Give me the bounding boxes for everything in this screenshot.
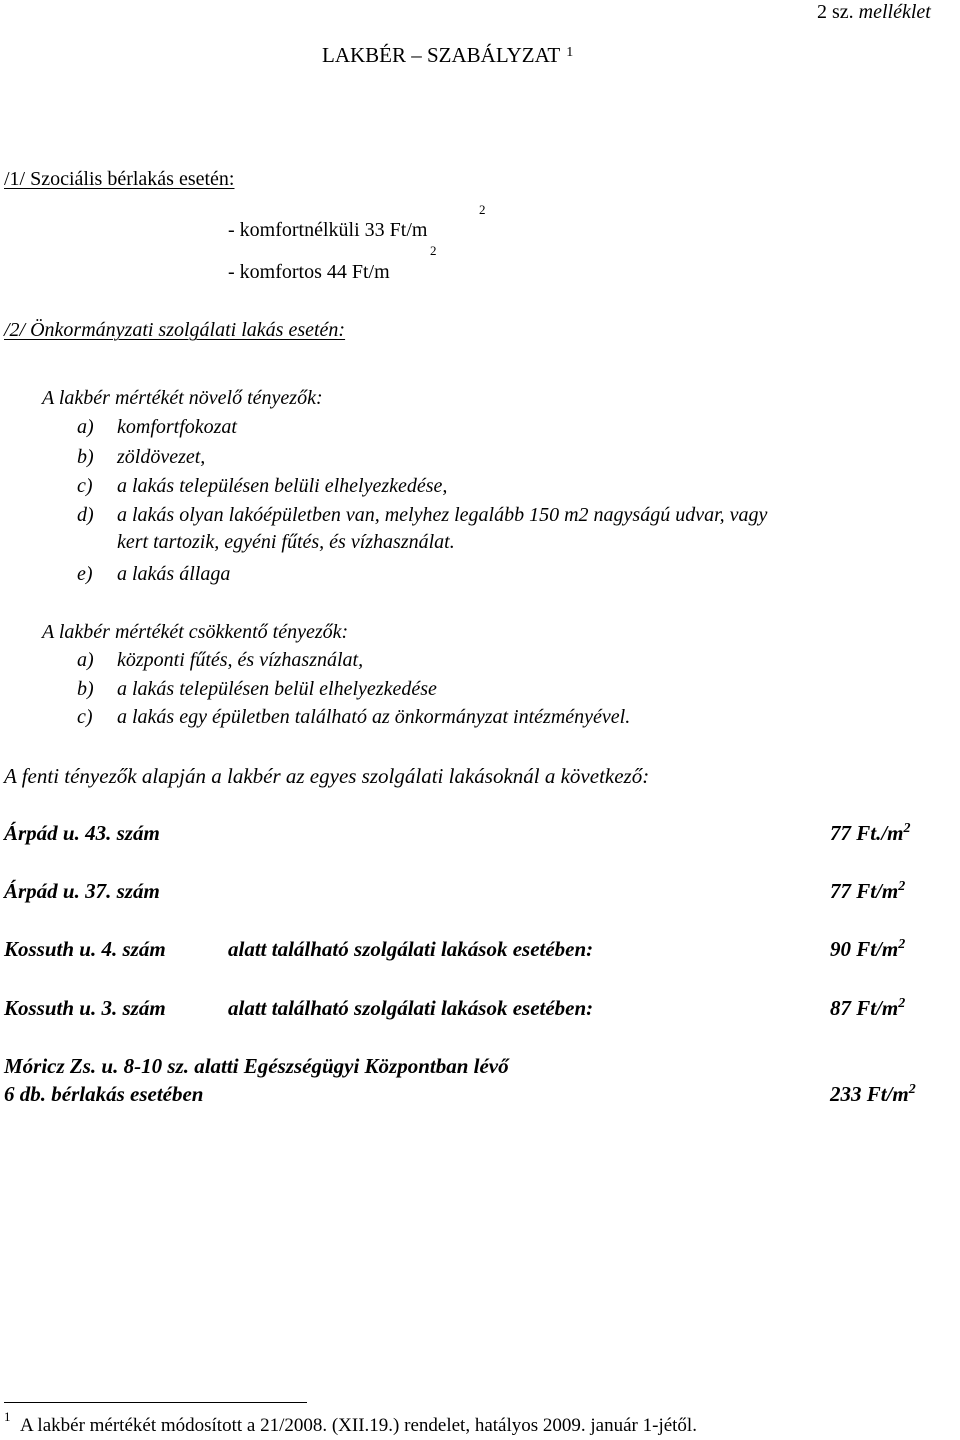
social-item-text: - komfortos 44 Ft/m: [228, 261, 390, 283]
list-item-text: központi fűtés, és vízhasználat,: [117, 649, 364, 671]
list-item-text: a lakás településen belüli elhelyezkedése,: [117, 475, 448, 497]
rate-price-value: 233 Ft/m: [830, 1082, 909, 1106]
page-title: [322, 40, 573, 68]
annex-label: [817, 0, 931, 24]
moricz-line2: 6 db. bérlakás esetében: [4, 1082, 204, 1106]
list-item-text: komfortfokozat: [117, 416, 237, 438]
rate-description: alatt található szolgálati lakások esetében:: [228, 937, 594, 961]
list-marker: c): [77, 706, 93, 728]
list-marker: a): [77, 416, 94, 438]
footnote-divider: [4, 1402, 307, 1403]
list-marker: a): [77, 649, 94, 671]
rate-price: [830, 878, 905, 904]
rate-price: [830, 995, 905, 1021]
rate-price-value: 87 Ft/m: [830, 996, 899, 1020]
list-item: [77, 415, 94, 439]
rate-price: [830, 820, 911, 846]
rate-price-sup: 2: [908, 1082, 916, 1097]
list-marker: c): [77, 475, 93, 497]
rate-price-sup: 2: [898, 937, 906, 952]
footnote-text: A lakbér mértékét módosított a 21/2008. (XII.19.) rendelet, hatályos 2009. január 1-jétől.: [20, 1415, 697, 1436]
rate-address: Kossuth u. 4. szám: [4, 937, 166, 961]
list-item-text: a lakás településen belül elhelyezkedése: [117, 678, 437, 700]
social-item-unfurnished: [228, 218, 427, 242]
annex-number: 2 sz.: [817, 1, 854, 23]
social-item-furnished: [228, 260, 390, 284]
social-item-furnished-sup: 2: [430, 243, 437, 258]
list-marker: b): [77, 446, 94, 468]
decreasing-heading: A lakbér mértékét csökkentő tényezők:: [42, 621, 349, 643]
list-item-text: a lakás állaga: [117, 563, 231, 585]
section2-heading: /2/ Önkormányzati szolgálati lakás esetén:: [4, 319, 346, 341]
list-item-continuation: kert tartozik, egyéni fűtés, és vízhasználat.: [117, 531, 455, 553]
list-marker: b): [77, 678, 94, 700]
rate-address: Kossuth u. 3. szám: [4, 996, 166, 1020]
rate-price-sup: 2: [898, 996, 906, 1011]
moricz-line1: Móricz Zs. u. 8-10 sz. alatti Egészségügyi Központban lévő: [4, 1054, 509, 1078]
list-item-text: a lakás egy épületben található az önkormányzat intézményével.: [117, 706, 631, 728]
social-item-text: - komfortnélküli 33 Ft/m: [228, 219, 428, 241]
increasing-heading: A lakbér mértékét növelő tényezők:: [42, 387, 323, 409]
list-marker: e): [77, 563, 93, 585]
rate-address: Árpád u. 37. szám: [4, 879, 160, 903]
rate-address: Árpád u. 43. szám: [4, 821, 160, 845]
rate-price-value: 77 Ft/m: [830, 879, 899, 903]
social-item-unfurnished-sup: 2: [479, 202, 486, 217]
rate-price-value: 90 Ft/m: [830, 937, 899, 961]
rate-price-sup: 2: [903, 821, 911, 836]
rate-price-sup: 2: [898, 879, 906, 894]
title-footnote-ref: 1: [566, 45, 574, 60]
section1-heading: /1/ Szociális bérlakás esetén:: [4, 168, 235, 190]
list-item-text: a lakás olyan lakóépületben van, melyhez legalább 150 m2 nagyságú udvar, vagy: [117, 504, 768, 526]
list-item-text: zöldövezet,: [117, 446, 206, 468]
annex-word: melléklet: [858, 1, 931, 23]
summary-text: A fenti tényezők alapján a lakbér az egyes szolgálati lakásoknál a következő:: [4, 764, 650, 788]
title-text: LAKBÉR – SZABÁLYZAT: [322, 43, 561, 67]
list-marker: d): [77, 504, 94, 526]
rate-price: [830, 936, 905, 962]
rate-price-value: 77 Ft./m: [830, 821, 904, 845]
footnote-marker: 1: [4, 1409, 11, 1424]
moricz-price: [830, 1081, 916, 1107]
rate-description: alatt található szolgálati lakások esetében:: [228, 996, 594, 1020]
